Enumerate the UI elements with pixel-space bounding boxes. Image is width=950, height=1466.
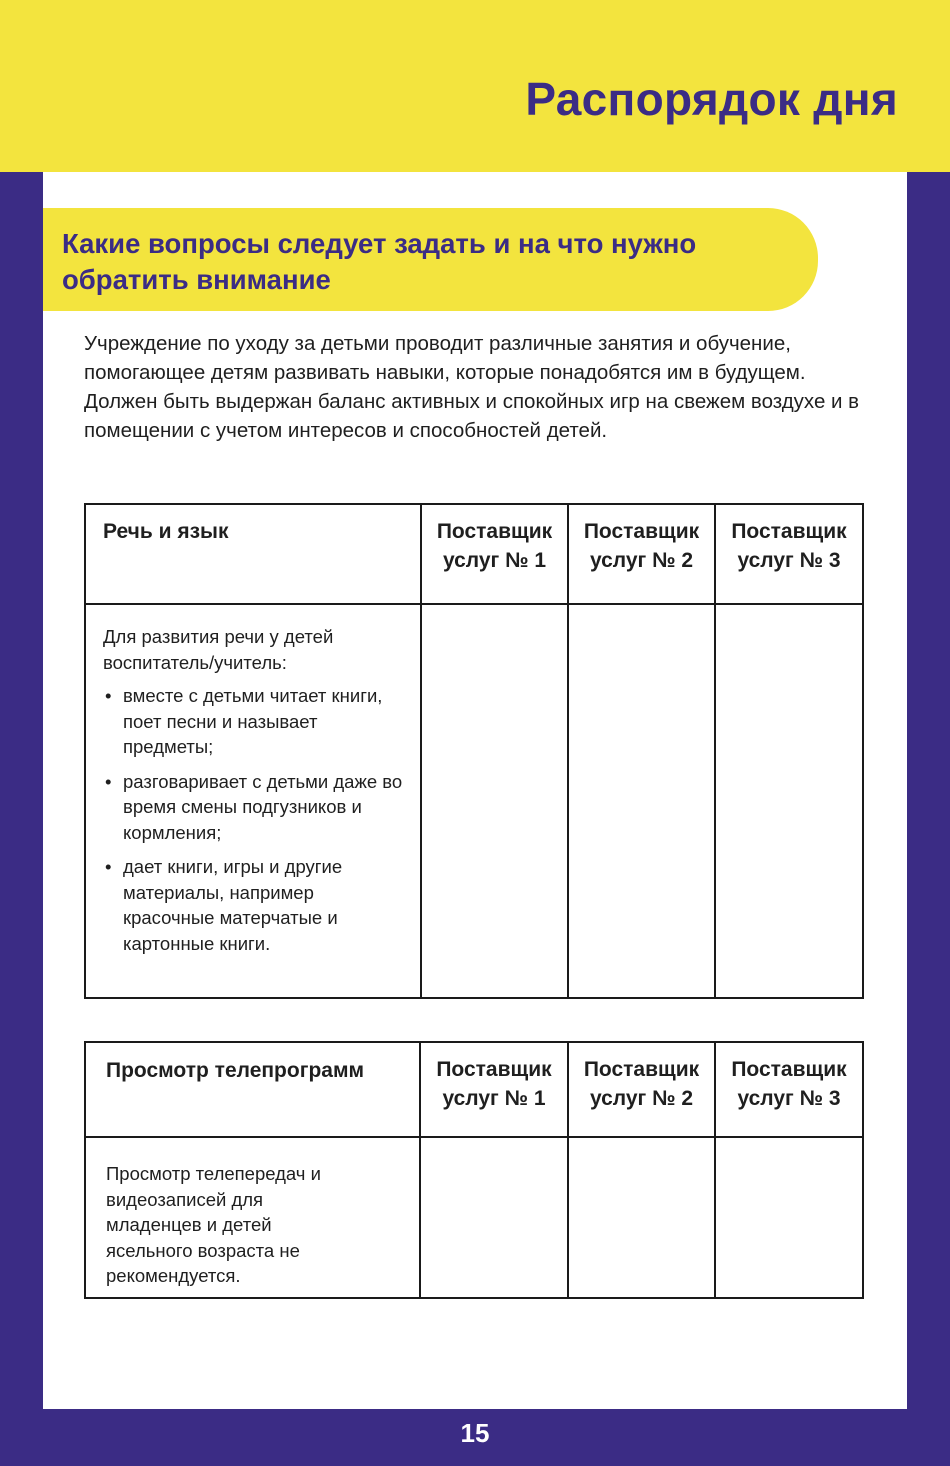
provider-3-check-cell[interactable] <box>715 604 863 998</box>
page-number: 15 <box>460 1418 490 1448</box>
intro-text <box>84 329 884 445</box>
content-sheet <box>43 172 907 1409</box>
provider-2-header: Поставщик услуг № 2 <box>568 1042 715 1137</box>
speech-lead-text: Для развития речи у детей воспитатель/учитель: <box>103 626 334 673</box>
page-title: Распорядок дня <box>525 73 898 125</box>
list-item: • вместе с детьми читает книги, поет песни и называет предметы; <box>103 683 408 760</box>
category-header: Речь и язык <box>85 504 421 604</box>
provider-1-check-cell[interactable] <box>421 604 568 998</box>
header-band <box>0 0 950 172</box>
provider-2-header: Поставщик услуг № 2 <box>568 504 715 604</box>
provider-2-check-cell[interactable] <box>568 604 715 998</box>
tv-viewing-table <box>84 1041 864 1299</box>
tv-description-cell: Просмотр телепередач и видеозаписей для младенцев и детей ясельного возраста не рекомендуется. <box>85 1137 420 1298</box>
section-callout <box>43 208 818 311</box>
provider-1-header: Поставщик услуг № 1 <box>420 1042 568 1137</box>
list-item: • дает книги, игры и другие материалы, например красочные матерчатые и картонные книги. <box>103 854 408 956</box>
intro-paragraph-2: Должен быть выдержан баланс активных и спокойных игр на свежем воздухе и в помещении с учетом интересов и способностей детей. <box>84 390 860 442</box>
section-heading-line2: обратить внимание <box>62 264 331 295</box>
section-heading <box>62 226 696 298</box>
provider-3-check-cell[interactable] <box>715 1137 863 1298</box>
category-header: Просмотр телепрограмм <box>85 1042 420 1137</box>
provider-3-header: Поставщик услуг № 3 <box>715 1042 863 1137</box>
list-item: • разговаривает с детьми даже во время смены подгузников и кормления; <box>103 769 408 846</box>
speech-bullet-list <box>103 683 408 956</box>
provider-3-header: Поставщик услуг № 3 <box>715 504 863 604</box>
provider-1-header: Поставщик услуг № 1 <box>421 504 568 604</box>
speech-description-cell <box>85 604 421 998</box>
provider-1-check-cell[interactable] <box>420 1137 568 1298</box>
intro-paragraph-1: Учреждение по уходу за детьми проводит различные занятия и обучение, помогающее детям развивать навыки, которые понадобятся им в будущем. <box>84 332 806 384</box>
provider-2-check-cell[interactable] <box>568 1137 715 1298</box>
speech-language-table <box>84 503 864 999</box>
section-heading-line1: Какие вопросы следует задать и на что нужно <box>62 228 697 259</box>
